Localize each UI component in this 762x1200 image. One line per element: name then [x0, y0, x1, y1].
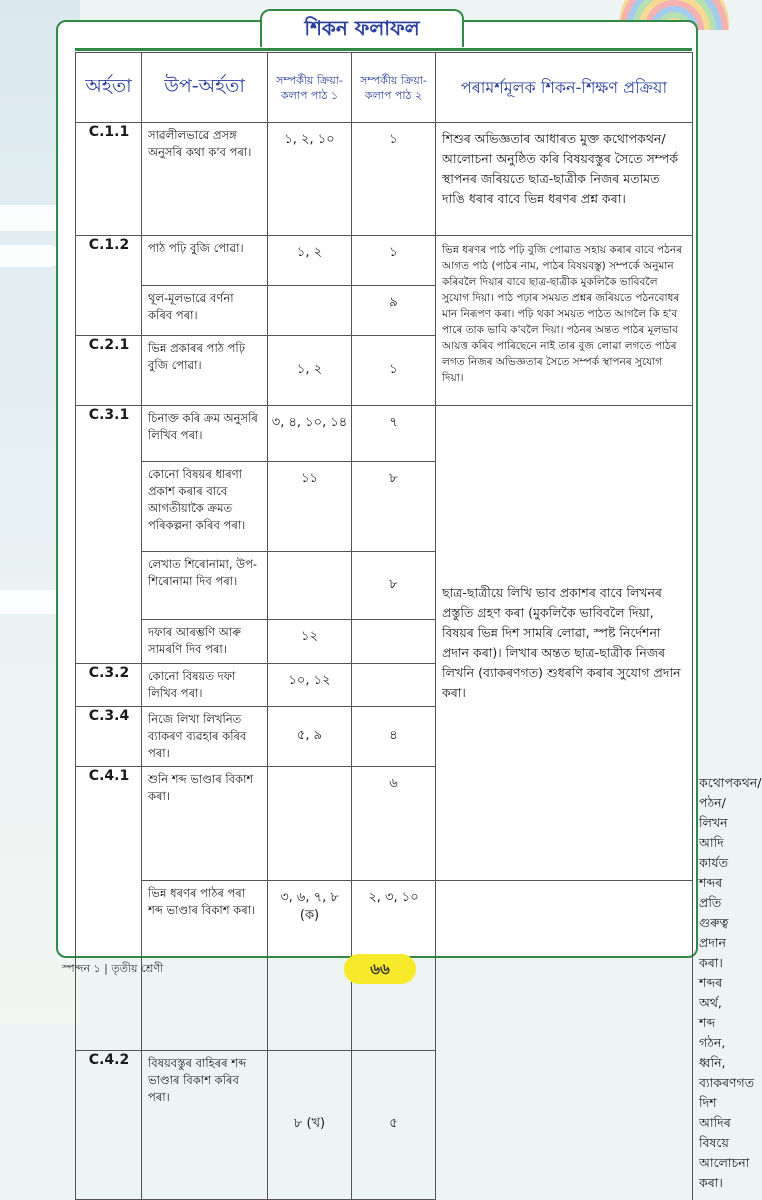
sub-outcome: থূল-মূলভাৱে বৰ্ণনা কৰিব পৰা।	[142, 286, 268, 336]
sub-outcome: ভিন্ন প্ৰকাৰৰ পাঠ পঢ়ি বুজি পোৱা।	[142, 336, 268, 406]
header-ahrota: অৰ্হতা	[76, 53, 142, 123]
sub-outcome: কোনো বিষয়ৰ ধাৰণা প্ৰকাশ কৰাৰ বাবে আগতীয়াকৈ ক্ৰমত পৰিকল্পনা কৰিব পৰা।	[142, 462, 268, 552]
activity-path1: ১২	[268, 620, 352, 664]
activity-path2: ৮	[352, 462, 436, 552]
activity-path2: ৭	[352, 406, 436, 462]
cloud-decoration	[0, 245, 60, 267]
activity-path2: ৮	[352, 552, 436, 620]
activity-path2: ৫	[352, 1050, 436, 1199]
table-row	[76, 123, 693, 236]
activity-path2: ৯	[352, 286, 436, 336]
table-row	[76, 1050, 693, 1199]
procedure-c3: ছাত্ৰ-ছাত্ৰীয়ে লিখি ভাব প্ৰকাশৰ বাবে লিখনৰ প্ৰস্তুতি গ্ৰহণ কৰা (মুকলিকৈ ভাবিবলৈ দিয়া, বিষয়ৰ ভিন্ন দিশ সামৰি লোৱা, স্পষ্ট নিৰ্দেশনা প্ৰদান কৰা)। লিখাৰ অন্তত ছাত্ৰ-ছাত্ৰীক নিজৰ লিখনি (ব্যাকৰণগত) শুধৰণি কৰাৰ সুযোগ প্ৰদান কৰা।	[436, 406, 693, 881]
outcome-code: C.2.1	[76, 336, 142, 406]
header-prokriya: পৰামৰ্শমূলক শিকন-শিক্ষণ প্ৰক্ৰিয়া	[436, 53, 693, 123]
activity-path2: ১	[352, 336, 436, 406]
sub-outcome: সাৱলীলভাৱে প্ৰসঙ্গ অনুসৰি কথা ক'ব পৰা।	[142, 123, 268, 236]
book-footer: স্পন্দন ১ | তৃতীয় শ্ৰেণী	[62, 962, 164, 975]
outcome-code: C.3.2	[76, 664, 142, 707]
table-row: C.4.1 শুনি শব্দ ভাণ্ডাৰ বিকাশ কৰা। ৬ কথোপকথন/পঠন/লিখন আদি কাৰ্যত শব্দৰ প্ৰতি গুৰুত্ব প্ৰদান কৰা। শব্দৰ অৰ্থ, শব্দ গঠন, ধ্বনি, ব্যাকৰণগত দিশ আদিৰ বিষয়ে আলোচনা কৰা।	[76, 767, 693, 881]
sub-outcome: কোনো বিষয়ত দফা লিখিব পৰা।	[142, 664, 268, 707]
activity-path1: ৩, ৪, ১০, ১৪	[268, 406, 352, 462]
outcome-code: C.3.1	[76, 406, 142, 664]
sub-outcome: দফাৰ আৰম্ভণি আৰু সামৰণি দিব পৰা।	[142, 620, 268, 664]
activity-path1: ১, ২	[268, 336, 352, 406]
sub-outcome: চিনাক্ত কৰি ক্ৰম অনুসৰি লিখিব পৰা।	[142, 406, 268, 462]
page-number-badge: ৬৬	[344, 954, 416, 984]
activity-path1: ৫, ৯	[268, 707, 352, 767]
sub-outcome: নিজে লিখা লিখনিত ব্যাকৰণ ব্যৱহাৰ কৰিব পৰা।	[142, 707, 268, 767]
header-rule	[75, 48, 692, 51]
outcome-code: C.4.2	[76, 1050, 142, 1199]
activity-path2: ১	[352, 236, 436, 286]
activity-path2: ২, ৩, ১০	[352, 881, 436, 1050]
activity-path1: ১, ২, ১০	[268, 123, 352, 236]
table-row	[76, 406, 693, 462]
header-upa-ahrota: উপ-অৰ্হতা	[142, 53, 268, 123]
sub-outcome: লেখাত শিৰোনামা, উপ-শিৰোনামা দিব পৰা।	[142, 552, 268, 620]
activity-path1: ৮ (খ)	[268, 1050, 352, 1199]
activity-path1: ১০, ১২	[268, 664, 352, 707]
sub-outcome: পাঠ পঢ়ি বুজি পোৱা।	[142, 236, 268, 286]
outcome-code: C.3.4	[76, 707, 142, 767]
activity-path2	[352, 620, 436, 664]
activity-path1: ৩, ৬, ৭, ৮ (ক)	[268, 881, 352, 1050]
activity-path2: ৪	[352, 707, 436, 767]
procedure-c11: শিশুৰ অভিজ্ঞতাৰ আধাৰত মুক্ত কথোপকথন/আলোচনা অনুষ্ঠিত কৰি বিষয়বস্তুৰ সৈতে সম্পৰ্ক স্থাপনৰ জৰিয়তে ছাত্ৰ-ছাত্ৰীক নিজৰ মতামত দাঙি ধৰাৰ বাবে ভিন্ন ধৰণৰ প্ৰশ্ন কৰা।	[436, 123, 693, 236]
outcome-code: C.1.2	[76, 236, 142, 336]
sub-outcome: ভিন্ন ধৰণৰ পাঠৰ পৰা শব্দ ভাণ্ডাৰ বিকাশ কৰা।	[142, 881, 268, 1050]
activity-path1: ১, ২	[268, 236, 352, 286]
sub-outcome: বিষয়বস্তুৰ বাহিৰৰ শব্দ ভাণ্ডাৰ বিকাশ কৰিব পৰা।	[142, 1050, 268, 1199]
activity-path1	[268, 552, 352, 620]
table-header-row	[76, 53, 693, 123]
activity-path1: ১১	[268, 462, 352, 552]
activity-path2: ৬	[352, 767, 436, 881]
header-path2: সম্পৰ্কীয় ক্ৰিয়া-কলাপ পাঠ ২	[352, 53, 436, 123]
sub-outcome: শুনি শব্দ ভাণ্ডাৰ বিকাশ কৰা।	[142, 767, 268, 881]
header-path1: সম্পৰ্কীয় ক্ৰিয়া-কলাপ পাঠ ১	[268, 53, 352, 123]
activity-path1	[268, 286, 352, 336]
learning-outcomes-table	[75, 52, 762, 1200]
outcome-code: C.1.1	[76, 123, 142, 236]
activity-path2	[352, 664, 436, 707]
activity-path2: ১	[352, 123, 436, 236]
activity-path1	[268, 767, 352, 881]
page-title: শিকন ফলাফল	[260, 9, 464, 47]
table-row	[76, 236, 693, 286]
outcome-code: C.4.1	[76, 767, 142, 1051]
procedure-c12-c21: ভিন্ন ধৰণৰ পাঠ পঢ়ি বুজি পোৱাত সহায় কৰাৰ বাবে পঠনৰ আগত পাঠ (পাঠৰ নাম, পাঠৰ বিষয়বস্তু) সম্পৰ্কে অনুমান কৰিবলৈ দিয়াৰ বাবে ছাত্ৰ-ছাত্ৰীক মুকলিকৈ ভাবিবলৈ সুযোগ দিয়া। পাঠ পঢ়াৰ সময়ত প্ৰশ্নৰ জৰিয়তে পঠনবোধৰ মান নিৰূপণ কৰা। পঢ়ি থকা সময়ত পাঠত আগলৈ কি হ'ব পাৰে তাক ভাবি ক'বলৈ দিয়া। পঠনৰ অন্তত পাঠৰ মূলভাব আয়ত্ত কৰিব পাৰিছেনে নাই তাৰ বুজ লোৱা লগতে পাঠৰ লগত নিজৰ অভিজ্ঞতাৰ সৈতে সম্পৰ্ক স্থাপনৰ সুযোগ দিয়া।	[436, 236, 693, 406]
